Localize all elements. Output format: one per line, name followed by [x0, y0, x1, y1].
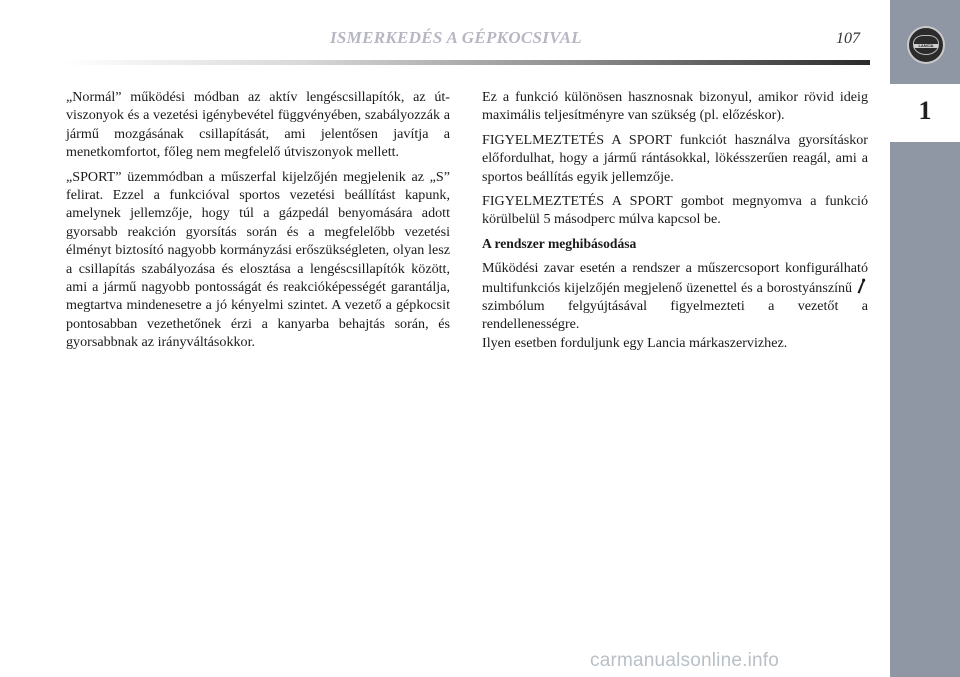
- page-number: 107: [836, 30, 860, 47]
- right-column: [482, 88, 868, 358]
- header-divider: [62, 60, 870, 65]
- chapter-tab[interactable]: [890, 84, 960, 142]
- suspension-warning-icon: [856, 278, 866, 294]
- logo-text: LANCIA: [918, 43, 934, 48]
- page-header-title: ISMERKEDÉS A GÉPKOCSIVAL: [330, 28, 582, 47]
- paragraph-failure-warning: [482, 259, 868, 334]
- subheading-system-failure: A rendszer meghibásodása: [482, 235, 637, 251]
- failure-text-end: szimbólum felgyújtásával figyelmezteti a vezetőt a rendellenességre.: [482, 298, 868, 333]
- paragraph-sport-mode: „SPORT” üzemmódban a műszerfal kijelzőjén megjelenik az „S” felirat. Ezzel a funkcióval sportos vezetési beállítást kapunk, amelynek jellemzője, hogy túl a gázpedál benyomására adott gyorsabb reakción gyorsítás során és a megfelelőbb vezetési élményt biztosító nagyobb kormányzási erőszükségleten, olyan lesz a csillapítás szabályozása és elosztása a lengéscsillapítók között, ami a jármű nagyobb pontosságát és reakcióképességét garantálja, megtartva mindenesetre a jó kényelmi szintet. A vezető a gépkocsit pontosabban vezethetőnek érzi a kanyarba behajtás során, és gyorsabbnak az irányváltásokkor.: [66, 168, 450, 351]
- paragraph-usefulness: Ez a funkció különösen hasznosnak bizonyul, amikor rövid ideig maximális teljesítményre van szükség (pl. előzéskor).: [482, 89, 868, 124]
- paragraph-warning-jerk: FIGYELMEZTETÉS A SPORT funkciót használva gyorsításkor előfordulhat, hogy a jármű rántásokkal, lökésszerűen reagál, ami a sportos beállítás egyik jellemzője.: [482, 131, 868, 185]
- paragraph-warning-activation: FIGYELMEZTETÉS A SPORT gombot megnyomva a funkció körülbelül 5 másodperc múlva kapcsol be.: [482, 193, 868, 228]
- logo-shield: [913, 35, 939, 55]
- paragraph-service: Ilyen esetben forduljunk egy Lancia márkaszervizhez.: [482, 334, 788, 351]
- lancia-logo-icon: [907, 26, 945, 64]
- watermark-text: carmanualsonline.info: [590, 650, 780, 671]
- paragraph-normal-mode: „Normál” működési módban az aktív lengéscsillapítók, az útviszonyok és a vezetési igénybevétel függvényében, szabályozzák a jármű mozgásának csillapítását, ami jelentősen javítja a menetkomfortot, főleg nem megfelelő útviszonyok mellett.: [66, 89, 450, 161]
- left-column: [66, 88, 450, 358]
- chapter-number: 1: [918, 96, 932, 125]
- failure-text-start: Működési zavar esetén a rendszer a műszercsoport konfigurálható multifunkciós kijelzőjén megjelenő üzenettel és a borostyánszínű: [482, 260, 868, 296]
